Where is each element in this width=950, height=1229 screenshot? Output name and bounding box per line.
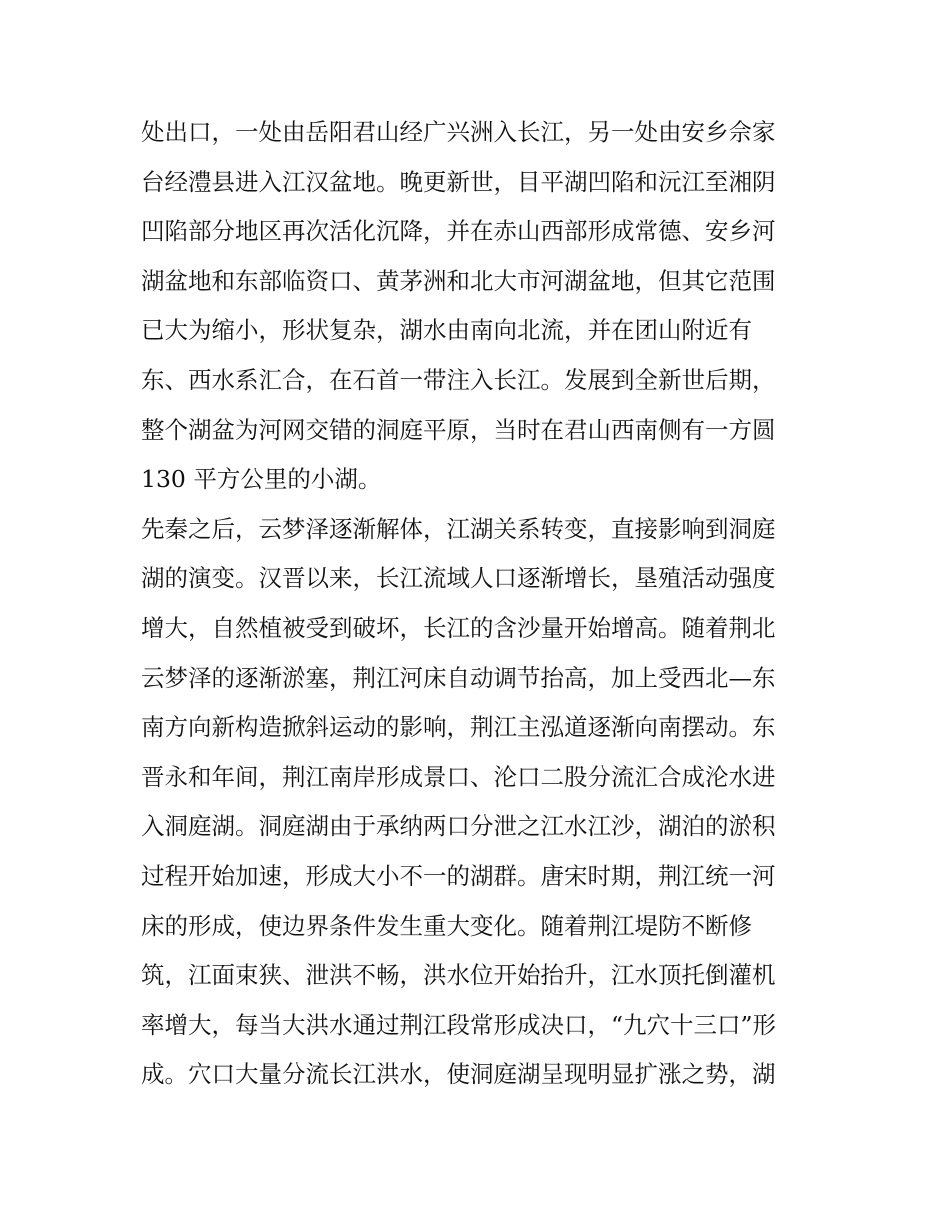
text-line: 率增大，每当大洪水通过荆江段常形成决口，“九穴十三口”形 [141, 1010, 777, 1039]
text-line: 成。穴口大量分流长江洪水，使洞庭湖呈现明显扩涨之势，湖 [141, 1060, 776, 1089]
text-line: 湖的演变。汉晋以来，长江流域人口逐渐增长，垦殖活动强度 [141, 564, 776, 593]
text-line: 凹陷部分地区再次活化沉降，并在赤山西部形成常德、安乡河 [141, 217, 776, 246]
text-line: 云梦泽的逐渐淤塞，荆江河床自动调节抬高，加上受西北—东 [141, 663, 776, 692]
text-line: 湖盆地和东部临资口、黄茅洲和北大市河湖盆地，但其它范围 [141, 266, 776, 295]
text-line: 晋永和年间，荆江南岸形成景口、沦口二股分流汇合成沦水进 [141, 762, 776, 791]
text-line: 台经澧县进入江汉盆地。晚更新世，目平湖凹陷和沅江至湘阴 [141, 167, 776, 196]
text-line: 筑，江面束狭、泄洪不畅，洪水位开始抬升，江水顶托倒灌机 [141, 961, 776, 990]
text-line: 先秦之后，云梦泽逐渐解体，江湖关系转变，直接影响到洞庭 [141, 514, 776, 543]
text-line: 南方向新构造掀斜运动的影响，荆江主泓道逐渐向南摆动。东 [141, 713, 776, 742]
text-line: 130 平方公里的小湖。 [141, 465, 382, 494]
body-text [141, 108, 821, 1100]
text-line: 过程开始加速，形成大小不一的湖群。唐宋时期，荆江统一河 [141, 861, 776, 890]
text-line: 东、西水系汇合，在石首一带注入长江。发展到全新世后期， [141, 365, 776, 394]
text-line: 处出口，一处由岳阳君山经广兴洲入长江，另一处由安乡佘家 [141, 118, 776, 146]
text-line: 整个湖盆为河网交错的洞庭平原，当时在君山西南侧有一方圆 [141, 415, 776, 444]
text-line: 已大为缩小，形状复杂，湖水由南向北流，并在团山附近有 [141, 316, 752, 345]
text-line: 入洞庭湖。洞庭湖由于承纳两口分泄之江水江沙，湖泊的淤积 [141, 812, 776, 841]
text-line: 增大，自然植被受到破坏，长江的含沙量开始增高。随着荆北 [141, 613, 776, 642]
text-line: 床的形成，使边界条件发生重大变化。随着荆江堤防不断修 [141, 911, 752, 940]
